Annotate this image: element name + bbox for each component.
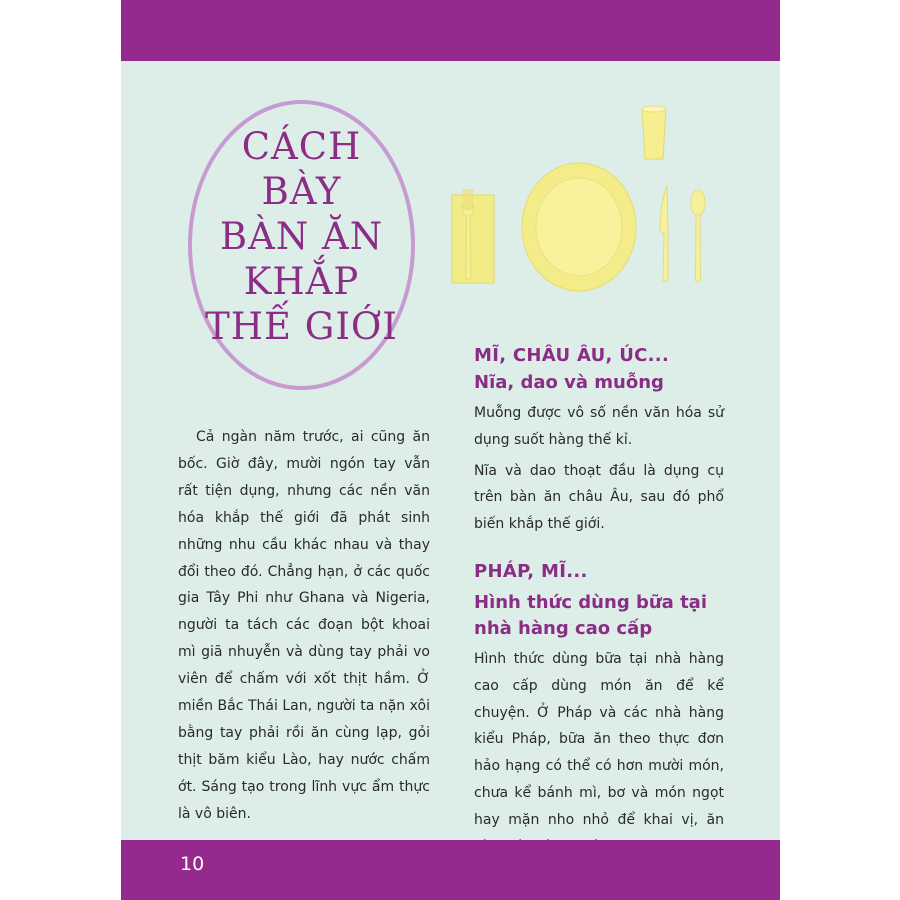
page-number: 10 [180,853,205,875]
title-line: THẾ GIỚI [205,305,398,348]
intro-paragraph: Cả ngàn năm trước, ai cũng ăn bốc. Giờ đây, mười ngón tay vẫn rất tiện dụng, nhưng các nền văn hóa khắp thế giới đã phát sinh những nhu cầu khác nhau và thay đổi theo đó. Chẳng hạn, ở các quốc gia Tây Phi như Ghana và Nigeria, người ta tách các đoạn bột khoai mì giã nhuyễn và dùng tay phải vo viên để chấm với xốt thịt hầm. Ở miền Bắc Thái Lan, người ta nặn xôi bằng tay phải rồi ăn cùng lạp, gỏi thịt băm kiểu Lào, hay nước chấm ớt. Sáng tạo trong lĩnh vực ẩm thực là vô biên. [178,429,430,822]
section-paragraph: Nĩa và dao thoạt đầu là dụng cụ trên bàn ăn châu Âu, sau đó phổ biến khắp thế giới. [474,462,724,533]
plate-icon [522,163,636,291]
section-paragraph: Muỗng được vô số nền văn hóa sử dụng suốt hàng thế kỉ. [474,405,724,448]
section-subheading: Nĩa, dao và muỗng [474,372,664,393]
title-line: BÀY [261,170,342,213]
title-line: BÀN ĂN [219,215,384,258]
section-fine-dining [474,558,724,887]
section-region-heading: MĨ, CHÂU ÂU, ÚC... [474,345,670,366]
section-subheading: Hình thức dùng bữa tại nhà hàng cao cấp [474,591,707,639]
book-page [121,0,780,900]
section-forks-knives [474,342,724,538]
section-paragraph: Hình thức dùng bữa tại nhà hàng cao cấp dùng món ăn để kể chuyện. Ở Pháp và các nhà hàng kiểu Pháp, bữa ăn theo thực đơn hảo hạng có thể có hơn mười món, chưa kể bánh mì, bơ và món ngọt hay mặn nho nhỏ để khai vị, ăn [474,650,724,828]
spoon-icon [691,190,705,281]
title-line: CÁCH [241,125,362,168]
cup-icon [642,106,666,159]
right-column [474,342,724,887]
page-title [188,124,415,349]
top-band [121,0,780,61]
section-region-heading: PHÁP, MĨ... [474,560,588,582]
bottom-band [121,840,780,900]
knife-icon [660,185,668,281]
title-line: KHẮP [243,260,360,303]
table-setting-illustration [446,103,716,303]
